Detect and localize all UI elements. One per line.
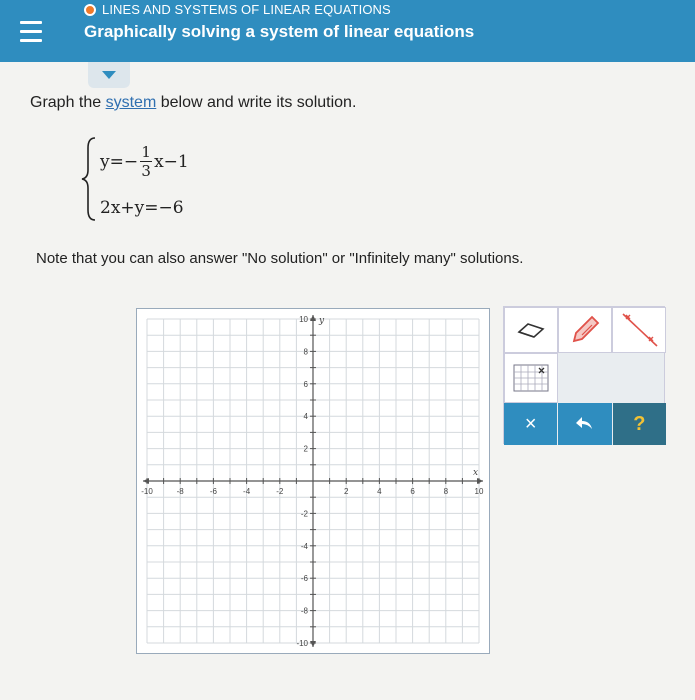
fraction-denominator: 3: [141, 162, 151, 180]
y-tick-label: -2: [300, 509, 308, 519]
menu-button[interactable]: [0, 0, 62, 62]
fraction: [140, 144, 152, 179]
x-tick-label: 4: [377, 487, 382, 496]
y-axis-arrow: [310, 315, 316, 321]
problem-prompt: [30, 94, 356, 112]
x-tick-label: 2: [343, 487, 349, 496]
action-bar: [504, 403, 666, 445]
prompt-text: Graph the: [30, 94, 106, 111]
pencil-tool[interactable]: [558, 307, 612, 353]
x-axis-label: x: [473, 468, 479, 478]
menu-bar: [20, 39, 42, 42]
undo-icon: [574, 415, 596, 433]
x-tick-label: 6: [410, 487, 415, 496]
x-tick-label: -6: [209, 487, 217, 496]
y-tick-label: 8: [303, 347, 308, 357]
y-tick-label: -6: [300, 574, 308, 584]
y-tick-label: 10: [299, 315, 308, 324]
brace-icon: [80, 134, 100, 224]
y-tick-label: -4: [300, 541, 308, 551]
graph-toolbox: [503, 306, 665, 444]
x-tick-label: -2: [276, 487, 284, 496]
undo-button[interactable]: [558, 403, 612, 445]
menu-bar: [20, 21, 42, 24]
topic-row: [84, 2, 391, 17]
graph-area[interactable]: [136, 308, 490, 654]
system-link[interactable]: system: [105, 94, 157, 111]
answer-note: Note that you can also answer "No solution" or "Infinitely many" solutions.: [36, 250, 524, 267]
app-header: [0, 0, 695, 62]
clear-button[interactable]: ×: [504, 403, 558, 445]
equation-system: [80, 134, 300, 224]
graph-grid-icon: [512, 363, 550, 393]
fraction-numerator: 1: [141, 143, 151, 161]
x-tick-label: -8: [176, 487, 184, 496]
line-tool[interactable]: [612, 307, 666, 353]
help-button[interactable]: ?: [613, 403, 666, 445]
y-axis-arrow: [310, 641, 316, 647]
eq1-lhs: y=−: [100, 151, 139, 172]
line-tool-icon: [617, 310, 661, 350]
x-tick-label: -10: [141, 487, 153, 496]
pencil-icon: [568, 313, 602, 347]
eq1-rhs: x−1: [154, 151, 189, 172]
equation-2: 2x+y=−6: [100, 198, 184, 218]
caret-down-icon: [102, 71, 116, 79]
prompt-text: below and write its solution.: [156, 94, 357, 111]
y-axis-label: y: [319, 316, 325, 326]
y-tick-label: 2: [303, 444, 308, 454]
x-tick-label: -4: [243, 487, 251, 496]
lesson-title: Graphically solving a system of linear equations: [84, 22, 475, 41]
x-tick-label: 8: [443, 487, 449, 496]
graph-grid-tool[interactable]: [504, 353, 558, 403]
x-axis-arrow: [477, 478, 483, 484]
eraser-tool[interactable]: [504, 307, 558, 353]
x-tick-label: 10: [474, 487, 484, 496]
x-axis-arrow: [143, 478, 149, 484]
y-tick-label: 4: [303, 412, 308, 422]
y-tick-label: 6: [303, 379, 308, 389]
collapse-toggle[interactable]: [88, 62, 130, 88]
progress-dot-icon: [84, 4, 96, 16]
topic-title: LINES AND SYSTEMS OF LINEAR EQUATIONS: [102, 2, 391, 17]
y-tick-label: -8: [300, 606, 308, 616]
equation-1: [100, 144, 189, 179]
y-tick-label: -10: [296, 639, 308, 648]
coordinate-plane[interactable]: [137, 309, 489, 653]
eraser-icon: [516, 320, 546, 340]
menu-bar: [20, 30, 42, 33]
